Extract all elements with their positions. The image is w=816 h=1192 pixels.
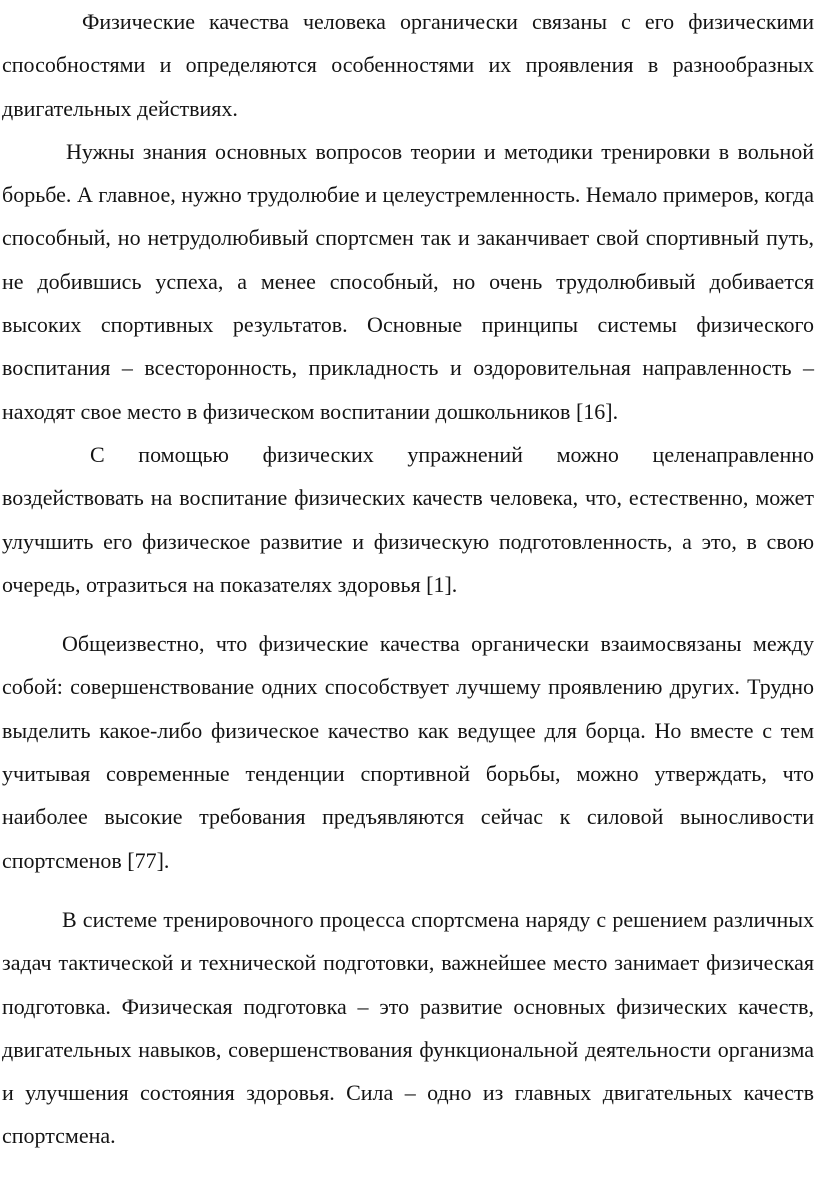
paragraph-training-system: В системе тренировочного процесса спортсмена наряду с решением различных задач тактической и технической подготовки, важнейшее место занимает физическая подготовка. Физическая подготовка – это развитие основных физических качеств, двигательных навыков, совершенствования функциональной деятельности организма и улучшения состояния здоровья. Сила – одно из главных двигательных качеств спортсмена.: [2, 906, 814, 1149]
paragraph-physical-exercises: С помощью физических упражнений можно целенаправленно воздействовать на воспитание физических качеств человека, что, естественно, может улучшить его физическое развитие и физическую подготовленность, а это, в свою очередь, отразиться на показателях здоровья [1].: [2, 441, 814, 597]
paragraph-training-knowledge: Нужны знания основных вопросов теории и методики тренировки в вольной борьбе. А главное, нужно трудолюбие и целеустремленность. Немало примеров, когда способный, но нетрудолюбивый спортсмен так и заканчивает свой спортивный путь, не добившись успеха, а менее способный, но очень трудолюбивый добивается высоких спортивных результатов. Основные принципы системы физического воспитания – всесторонность, прикладность и оздоровительная направленность – находят свое место в физическом воспитании дошкольников [16].: [2, 138, 814, 424]
paragraph-interrelation: Общеизвестно, что физические качества органически взаимосвязаны между собой: совершенствование одних способствует лучшему проявлению других. Трудно выделить какое-либо физическое качество как ведущее для борца. Но вместе с тем учитывая современные тенденции спортивной борьбы, можно утверждать, что наиболее высокие требования предъявляются сейчас к силовой выносливости спортсменов [77].: [2, 631, 814, 873]
paragraph-physical-qualities: Физические качества человека органически связаны с его физическими способностями и определяются особенностями их проявления в разнообразных двигательных действиях.: [2, 9, 814, 121]
